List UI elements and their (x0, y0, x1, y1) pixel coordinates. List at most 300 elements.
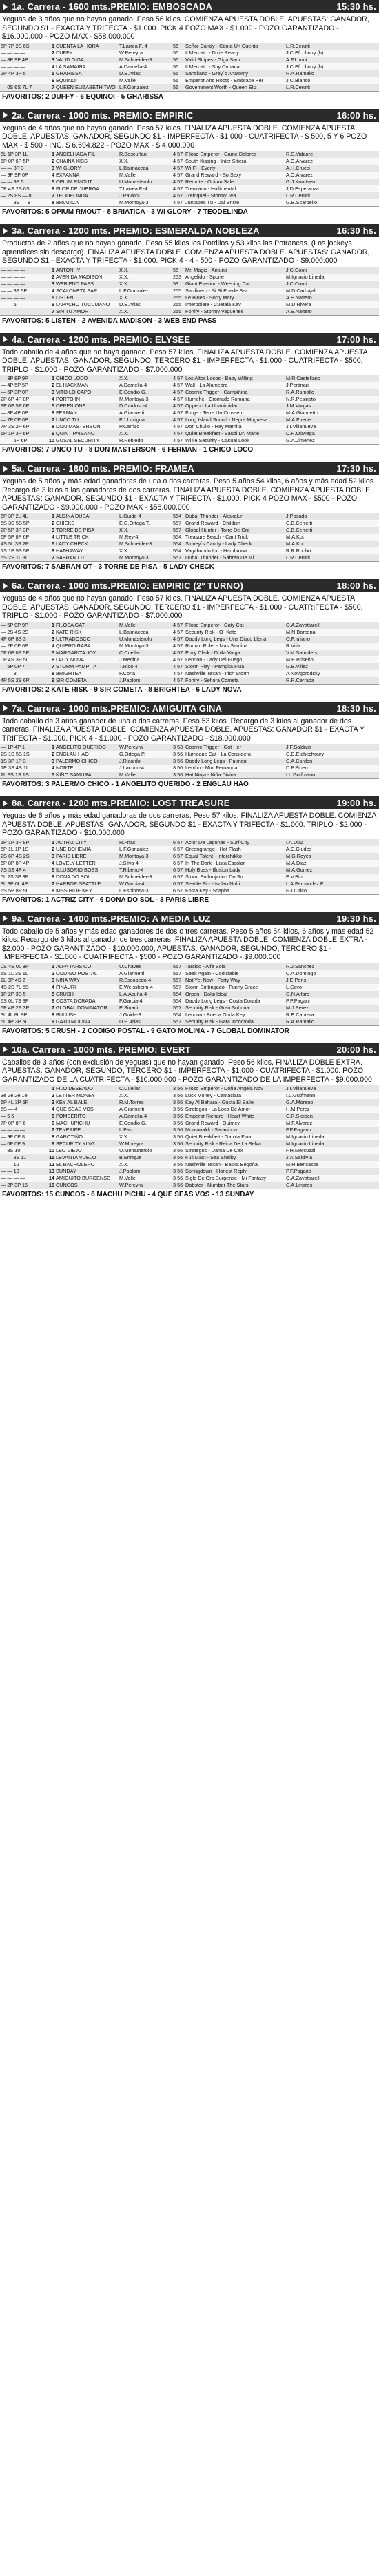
trainer: A.Novgorodsky (285, 670, 379, 677)
saddle-number: 6 (45, 998, 55, 1005)
entries-table (0, 1085, 379, 1189)
race-title: 10a. Carrera - 1000 mts. PREMIO: EVERT (12, 1044, 191, 1055)
table-row (0, 1018, 379, 1025)
trainer: M.R.Castellano (285, 375, 379, 382)
table-row (0, 839, 379, 846)
horse-name: LITTLE TRICK (55, 534, 119, 541)
recent-form: — 8P 9P 4P (0, 57, 45, 63)
saddle-number: 1 (45, 1085, 55, 1092)
saddle-number: 9 (45, 1140, 55, 1147)
trainer: J.I.Villanueva (285, 1085, 379, 1092)
table-row (0, 158, 379, 165)
race-block (0, 579, 379, 695)
age-weight: 3 56 (172, 765, 185, 772)
recent-form: 4P 6P 8S 3 (0, 636, 45, 643)
trainer: C.B.Cerretti (285, 520, 379, 527)
trainer: A.H.Crucci (285, 165, 379, 172)
saddle-number: 2 (45, 1092, 55, 1099)
recent-form: — 9P 9P 0P (0, 172, 45, 179)
table-row (0, 887, 379, 894)
pedigree: Montaoaldi - Saravinna (185, 1127, 285, 1134)
jockey: P.Carrizo (119, 423, 172, 430)
jockey: M.Valle (119, 622, 172, 629)
saddle-number: 5 (45, 294, 55, 301)
race-time: 16:00 hs. (336, 110, 376, 121)
table-row (0, 1106, 379, 1113)
age-weight: 3 56 (172, 1106, 185, 1113)
recent-form: 5P 7P 2S 6S (0, 43, 45, 50)
age-weight: 4 57 (172, 382, 185, 389)
entries-table (0, 839, 379, 894)
table-row (0, 1120, 379, 1127)
triangle-icon (3, 583, 8, 590)
age-weight: 6 57 (172, 887, 185, 894)
jockey: M.Valle (119, 172, 172, 179)
age-weight: 557 (172, 1018, 185, 1025)
recent-form: 2P 6P 4P 0P (0, 396, 45, 403)
recent-form: 4S 5L 3S 2P (0, 541, 45, 547)
trainer: F.H.Mercuzzi (285, 1147, 379, 1154)
table-row (0, 389, 379, 396)
horse-name: BRIATICA (55, 199, 119, 206)
saddle-number: 8 (45, 1012, 55, 1018)
trainer: M.H.Bencasse (285, 1161, 379, 1168)
race-conditions: Todo caballo de 4 años que no haya ganado. Peso 57 kilos. FINALIZA APUESTA DOBLE. COMIENZA APUESTA DOBLE. APUESTAS: GANADOR, SEGUNDO, TERCERO $1 - IMPERFECTA - $1.000 - CUATRIFECTA - $500, TRIPLO - $1.000 - POZO GARANTIZADO - $7.000.000 (2, 348, 368, 374)
horse-name: LISTEN (55, 294, 119, 301)
saddle-number: 6 (45, 301, 55, 308)
age-weight: 53 (172, 281, 185, 288)
pedigree: Nashville Texan - Baska Begoña (185, 1161, 285, 1168)
horse-name: WI GLORY (55, 165, 119, 172)
horse-name: VALID GIGA (55, 57, 119, 63)
jockey: E.Weissheim-4 (119, 984, 172, 991)
pedigree: Valid Stripes - Giga Sam (185, 57, 285, 63)
trainer: I.A.Diaz (285, 839, 379, 846)
pedigree: Giant Evasion - Weeping Cat (185, 281, 285, 288)
age-weight: 56 (172, 57, 185, 63)
race-header (0, 912, 379, 925)
horse-name: LADY NOVA (55, 656, 119, 663)
horse-name: POMBERITO (55, 1113, 119, 1120)
recent-form: — — — — (0, 1127, 45, 1134)
race-title: 3a. Carrera - 1200 mts. PREMIO: ESMERALDA NOBLEZA (12, 225, 260, 236)
recent-form: — — 8 (0, 670, 45, 677)
trainer: M.D.Rivera (285, 301, 379, 308)
age-weight: 4 57 (172, 396, 185, 403)
saddle-number: 4 (45, 172, 55, 179)
table-row (0, 57, 379, 63)
jockey: U.Chaves (119, 963, 172, 970)
saddle-number: 1 (45, 622, 55, 629)
age-weight: 4 57 (172, 375, 185, 382)
race-block (0, 702, 379, 790)
trainer: A.O.Alvarez (285, 172, 379, 179)
saddle-number: 3 (45, 527, 55, 534)
age-weight: 557 (172, 977, 185, 984)
table-row (0, 527, 379, 534)
saddle-number: 10 (45, 437, 55, 444)
jockey: X.X. (119, 547, 172, 554)
table-row (0, 410, 379, 416)
pedigree: Luck Money - Cantaclara (185, 1092, 285, 1099)
horse-name: EL HACKMAN (55, 382, 119, 389)
recent-form: — — 8P 3 (0, 165, 45, 172)
trainer: A.E.Nattero (285, 294, 379, 301)
favoritos: FAVORITOS: 3 PALERMO CHICO - 1 ANGELITO QUERIDO - 2 ENGLAU HAO (0, 778, 379, 789)
pedigree: Security Risk - Gata Incómoda (185, 1018, 285, 1025)
jockey: M.Valle (119, 772, 172, 778)
recent-form: 5L 1P 3P 1L (0, 151, 45, 158)
age-weight: 557 (172, 970, 185, 977)
age-weight: 3 56 (172, 1175, 185, 1182)
recent-form: — — — — (0, 308, 45, 315)
age-weight: 3 56 (172, 1154, 185, 1161)
saddle-number: 3 (45, 758, 55, 765)
triangle-icon (3, 800, 8, 807)
trainer: C.D.Etchechoury (285, 751, 379, 758)
jockey: M.Schneider-3 (119, 57, 172, 63)
table-row (0, 881, 379, 887)
horse-name: WEB END PASS (55, 281, 119, 288)
race-block (0, 333, 379, 456)
age-weight: 3 56 (172, 1099, 185, 1106)
age-weight: 3 56 (172, 1147, 185, 1154)
saddle-number: 4 (45, 534, 55, 541)
age-weight: 56 (172, 43, 185, 50)
pedigree: Trenzado - Hollimental (185, 185, 285, 192)
pedigree: Emperor Richard - Heart White (185, 1113, 285, 1120)
horse-name: CODIGO POSTAL (55, 970, 119, 977)
table-row (0, 650, 379, 656)
saddle-number: 12 (45, 1161, 55, 1168)
horse-name: LADY CHECK (55, 541, 119, 547)
trainer: M.F.Alvarez (285, 1120, 379, 1127)
race-conditions: Todo caballo de 3 años ganador de una o dos carreras. Peso 53 kilos. Recargo de 3 kilos al ganador de dos carreras. FINALIZA APUESTA DOBLE. COMIENZA APUESTA DOBLE. APUESTAS: GANADOR $1 - EXACTA Y TRIFECTA - $1.000. PICK 4 - $1.000 - POZO GARANTIZADO - $18.000.000 (2, 716, 365, 743)
table-row (0, 382, 379, 389)
jockey: R.Frias (119, 839, 172, 846)
pedigree: Grand Reward - Childish (185, 520, 285, 527)
recent-form: 5P 1L 1P 1S (0, 846, 45, 853)
pedigree: Strategos - La Loca De Amor (185, 1106, 285, 1113)
horse-name: KISS HIDE KEY (55, 887, 119, 894)
pedigree: Angelido - Sporie (185, 274, 285, 281)
horse-name: NINA WAY (55, 977, 119, 984)
recent-form: — — — — (0, 50, 45, 57)
age-weight: 4 57 (172, 622, 185, 629)
race-title: 1a. Carrera - 1600 mts.PREMIO: EMBOSCADA (12, 1, 213, 12)
jockey: C.Cuellar (119, 650, 172, 656)
age-weight: 554 (172, 534, 185, 541)
pedigree: Treinquel - Stormy Tea (185, 192, 285, 199)
horse-name: DUFFY (55, 50, 119, 57)
recent-form: 0P 4S 2S 6S (0, 185, 45, 192)
trainer: M.A.Kot (285, 541, 379, 547)
favoritos: FAVORITOS: 5 LISTEN - 2 AVENIDA MADISON - 3 WEB END PASS (0, 315, 379, 326)
saddle-number: 13 (45, 1168, 55, 1175)
race-block (0, 912, 379, 1036)
saddle-number: 5 (45, 650, 55, 656)
age-weight: 557 (172, 554, 185, 561)
recent-form: 6P 5P 8P 6P (0, 534, 45, 541)
recent-form: — 9P 0P 8 (0, 1134, 45, 1140)
trainer: C.A.Domingo (285, 970, 379, 977)
age-weight: 554 (172, 1012, 185, 1018)
pedigree: Quiet Breakfast - Saudi Dr. Marie (185, 430, 285, 437)
trainer: G.J.Knuttsen (285, 179, 379, 185)
table-row (0, 622, 379, 629)
horse-name: OPIUM RMOUT (55, 179, 119, 185)
pedigree: Daddy Long Legs - Pulmani (185, 758, 285, 765)
pedigree: Storm Play - Pampita Flua (185, 663, 285, 670)
recent-form: — 8P 4P 0P (0, 410, 45, 416)
saddle-number: 7 (45, 416, 55, 423)
table-row (0, 772, 379, 778)
jockey: F.J.Lucigna (119, 416, 172, 423)
table-row (0, 281, 379, 288)
saddle-number: 4 (45, 63, 55, 70)
horse-name: GATO MOLINA (55, 1018, 119, 1025)
age-weight: 3 56 (172, 1113, 185, 1120)
race-conditions: Productos de 2 años que no hayan ganado. Peso 55 kilos los Potrillos y 53 kilos las Potrancas. (Los jockeys aprendices sin descargo). FINALIZA APUESTA DOBLE. COMIENZA APUESTA DOBLE. APUESTAS: GANADOR, SEGUNDO $1 - EXACTA Y TRIFECTA - $1.000. PICK 4 - 4 - 500 - POZO GARANTIZADO - $9.000.000 (2, 239, 370, 265)
age-weight: 3 56 (172, 1085, 185, 1092)
table-row (0, 758, 379, 765)
pedigree: Señor Candy - Conta Un Cuento (185, 43, 285, 50)
trainer: O.A.Zavattarelli (285, 1175, 379, 1182)
jockey: L.A.Acuña-4 (119, 991, 172, 998)
recent-form: 2P 5P 3P 3P (0, 527, 45, 534)
table-row (0, 179, 379, 185)
recent-form: 4S 2S 7L 5S (0, 984, 45, 991)
table-row (0, 1168, 379, 1175)
race-time: 15:30 hs. (336, 1, 376, 12)
recent-form: — — — — (0, 63, 45, 70)
saddle-number: 15 (45, 1182, 55, 1189)
table-row (0, 977, 379, 984)
table-row (0, 860, 379, 867)
trainer: J.C.Conti (285, 281, 379, 288)
age-weight: 4 57 (172, 389, 185, 396)
race-title: 8a. Carrera - 1200 mts.PREMIO: LOST TREASURE (12, 798, 230, 808)
triangle-icon (3, 1046, 8, 1053)
recent-form: — — — — (0, 77, 45, 84)
saddle-number: 8 (45, 1134, 55, 1140)
jockey: J.Silva-4 (119, 860, 172, 867)
pedigree: Santillano - Grey´s Anatomy (185, 70, 285, 77)
pedigree: Siglo De Oro Burgense - Mi Fantasy (185, 1175, 285, 1182)
horse-name: GAROTIÑO (55, 1134, 119, 1140)
age-weight: 3 56 (172, 1120, 185, 1127)
table-row (0, 294, 379, 301)
race-conditions: Yeguas de 6 años y más edad ganadoras de dos carreras. Peso 57 kilos. FINALIZA APUESTA DOBLE. COMIENZA APUESTA DOBLE. APUESTAS: GANADOR, SEGUNDO $1 - EXACTA Y TRIFECTA - $1.000. TRIPLO - $2.000 - POZO GARANTIZADO - $10.000.000 (2, 812, 376, 837)
race-block (0, 1043, 379, 1200)
saddle-number: 3 (45, 165, 55, 172)
jockey: J.Pavloni (119, 192, 172, 199)
favoritos: FAVORITOS: 5 CRUSH - 2 CODIGO POSTAL - 9 GATO MOLINA - 7 GLOBAL DOMINATOR (0, 1025, 379, 1036)
trainer: M.A.Fuerte (285, 416, 379, 423)
saddle-number: 7 (45, 881, 55, 887)
table-row (0, 423, 379, 430)
jockey: X.X. (119, 1134, 172, 1140)
saddle-number: 5 (45, 1113, 55, 1120)
jockey: A.Giannetti (119, 1106, 172, 1113)
trainer: M.A.Giannetto (285, 410, 379, 416)
recent-form: 2L 3S 1S 1S (0, 772, 45, 778)
jockey: X.X. (119, 267, 172, 274)
race-block (0, 0, 379, 102)
age-weight: 3 56 (172, 1127, 185, 1134)
age-weight: 4 57 (172, 416, 185, 423)
pedigree: Strategos - Dama De Cax (185, 1147, 285, 1154)
saddle-number: 1 (45, 513, 55, 520)
age-weight: 6 57 (172, 881, 185, 887)
horse-name: TENERIFE (55, 1127, 119, 1134)
recent-form: — — 5 — (0, 301, 45, 308)
age-weight: 557 (172, 984, 185, 991)
recent-form: — — 13 (0, 1168, 45, 1175)
jockey: A.Giannetti (119, 970, 172, 977)
age-weight: 4 57 (172, 179, 185, 185)
jockey: M.Montoya-3 (119, 396, 172, 403)
saddle-number: 7 (45, 1005, 55, 1012)
horse-name: CHAINA KISS (55, 158, 119, 165)
horse-name: UNCO TU (55, 416, 119, 423)
table-row (0, 1182, 379, 1189)
recent-form: — 5 5 (0, 1113, 45, 1120)
horse-name: ACTRIZ CITY (55, 839, 119, 846)
race-title: 9a. Carrera - 1400 mts.PREMIO: A MEDIA LUZ (12, 913, 211, 924)
jockey: M.Schneider-3 (119, 541, 172, 547)
pedigree: Fosta Key - Scapha (185, 887, 285, 894)
horse-name: TEODELINDA (55, 192, 119, 199)
pedigree: Interpolate - Cuetala Kev (185, 301, 285, 308)
horse-name: PARIS LIBRE (55, 853, 119, 860)
table-row (0, 1127, 379, 1134)
saddle-number: 1 (45, 375, 55, 382)
trainer: L.R.Cerutti (285, 554, 379, 561)
age-weight: 6 57 (172, 874, 185, 881)
race-conditions: Yeguas de 3 años que no hayan ganado. Peso 56 kilos. COMIENZA APUESTA DOBLE. APUESTAS: GANADOR, SEGUNDO $1 - EXACTA Y TRIFECTA - $1.000. PICK 4 POZO MAX - $1.000 - POZO GARANTIZADO - $16.000.000 - POZO MAX - $58.000.000 (2, 15, 369, 41)
jockey: R.Escobedo-4 (119, 977, 172, 984)
saddle-number: 5 (45, 991, 55, 998)
jockey: W.Pereyra (119, 50, 172, 57)
age-weight: 4 57 (172, 172, 185, 179)
age-weight: 4 57 (172, 650, 185, 656)
table-row (0, 84, 379, 91)
trainer: R.R.Cerrada (285, 677, 379, 684)
pedigree: Il Mercato - Shy Cubana (185, 63, 285, 70)
recent-form: — 1P 4P 1 (0, 744, 45, 751)
pedigree: Enzy Clerk - Dolfa Varga (185, 650, 285, 656)
saddle-number: 5 (45, 403, 55, 410)
age-weight: 3 56 (172, 1168, 185, 1175)
table-row (0, 765, 379, 772)
horse-name: FILOSA GAT (55, 622, 119, 629)
recent-form: 5P 8P 8P 4P (0, 860, 45, 867)
recent-form: 5P 4L 3P 6P (0, 1099, 45, 1106)
recent-form: — 5P 0P 9P (0, 622, 45, 629)
jockey: M.Montoya-3 (119, 554, 172, 561)
saddle-number: 6 (45, 410, 55, 416)
jockey: D.E.Arias (119, 301, 172, 308)
race-header (0, 702, 379, 715)
age-weight: 6 57 (172, 839, 185, 846)
saddle-number: 8 (45, 670, 55, 677)
table-row (0, 199, 379, 206)
table-row (0, 874, 379, 881)
saddle-number: 1 (45, 151, 55, 158)
recent-form: 7S 3S 4P 4 (0, 867, 45, 874)
jockey: T.Larrea F.-4 (119, 43, 172, 50)
saddle-number: 3 (45, 977, 55, 984)
horse-name: PORTO IN (55, 396, 119, 403)
trainer: J.Posado (285, 513, 379, 520)
saddle-number: 4 (45, 765, 55, 772)
saddle-number: 9 (45, 1018, 55, 1025)
race-header (0, 796, 379, 809)
race-time: 20:00 hs. (336, 1044, 376, 1055)
horse-name: VITO LO CAPO (55, 389, 119, 396)
age-weight: 3 53 (172, 744, 185, 751)
horse-name: SECURITY KING (55, 1140, 119, 1147)
saddle-number: 4 (45, 860, 55, 867)
pedigree: Full Mast - Sea Shelby (185, 1154, 285, 1161)
table-row (0, 520, 379, 527)
jockey: X.X. (119, 274, 172, 281)
entries-table (0, 375, 379, 444)
recent-form: 3e 2e 2e 1e (0, 1092, 45, 1099)
table-row (0, 430, 379, 437)
table-row (0, 1175, 379, 1182)
age-weight: 4 57 (172, 151, 185, 158)
recent-form: 3L 3P 0L 4P (0, 881, 45, 887)
horse-name: MARGARITA JOY (55, 650, 119, 656)
recent-form: — 5P 0P 7 (0, 663, 45, 670)
table-row (0, 63, 379, 70)
trainer: G.E.Scarpello (285, 199, 379, 206)
pedigree: Springdown - Honest Reply (185, 1168, 285, 1175)
saddle-number: 2 (45, 751, 55, 758)
trainer: J.D.Esperanza (285, 185, 379, 192)
table-row (0, 274, 379, 281)
race-title: 4a. Carrera - 1200 mts. PREMIO: ELYSEE (12, 334, 191, 345)
pedigree: Cosmic Trigger - Got Her (185, 744, 285, 751)
pedigree: Emperor And Roots - Embrace Her (185, 77, 285, 84)
saddle-number: 5 (45, 70, 55, 77)
jockey: J.Medina (119, 656, 172, 663)
recent-form: 2P 4P 3P 5 (0, 70, 45, 77)
pedigree: Dubai Thunder - Sabran De Mi (185, 554, 285, 561)
horse-name: SABRAN OT (55, 554, 119, 561)
recent-form: — 8S 10 (0, 1147, 45, 1154)
saddle-number: 3 (45, 57, 55, 63)
table-row (0, 1005, 379, 1012)
favoritos: FAVORITOS: 15 CUNCOS - 6 MACHU PICHU - 4 QUE SEAS VOS - 13 SUNDAY (0, 1189, 379, 1200)
recent-form: — 2P 3P 15 (0, 1182, 45, 1189)
race-header (0, 224, 379, 237)
age-weight: 55 (172, 267, 185, 274)
recent-form: 6P 0P 6P 5P (0, 158, 45, 165)
age-weight: 3 56 (172, 1092, 185, 1099)
jockey: X.X. (119, 375, 172, 382)
jockey: L.Balmaceda (119, 165, 172, 172)
pedigree: Security Risk - O´ Kate (185, 629, 285, 636)
horse-name: AMIGUITO BURGENSE (55, 1175, 119, 1182)
favoritos: FAVORITOS: 2 DUFFY - 6 EQUINOI - 5 GHARISSA (0, 91, 379, 102)
triangle-icon (3, 112, 8, 119)
trainer: D.P.Pinero (285, 765, 379, 772)
age-weight: 557 (172, 1005, 185, 1012)
recent-form: 5S 2S 1L 3L (0, 554, 45, 561)
